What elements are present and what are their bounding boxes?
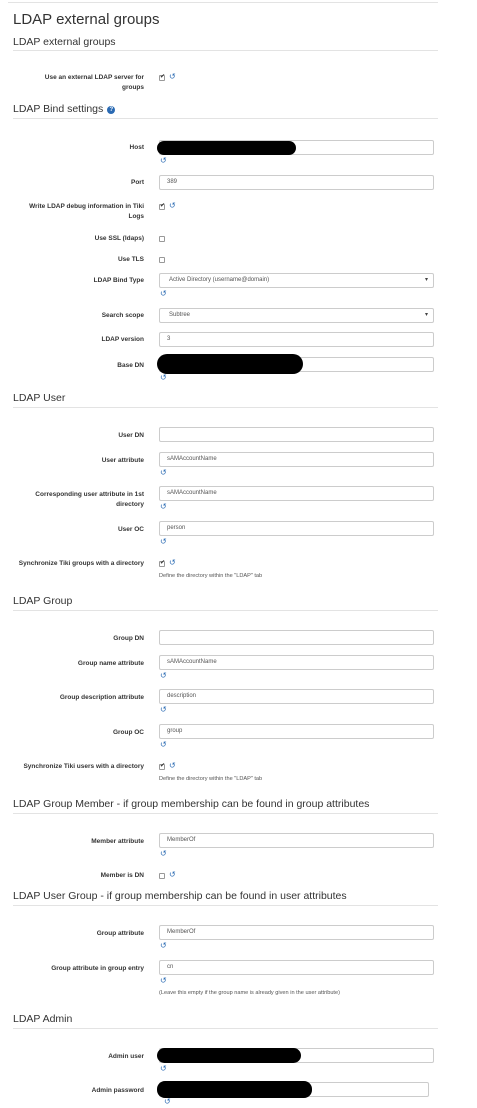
user-attribute-input[interactable]: sAMAccountName <box>159 452 434 467</box>
reset-icon[interactable]: ↺ <box>164 1097 171 1106</box>
group-dn-input[interactable] <box>159 630 434 645</box>
group-dn-label: Group DN <box>113 635 144 642</box>
section-divider <box>13 118 438 119</box>
section-title-external: LDAP external groups <box>13 36 116 48</box>
section-divider <box>13 1028 438 1029</box>
use-external-label: Use an external LDAP server for groups <box>44 74 144 91</box>
search-scope-select[interactable] <box>159 308 434 323</box>
reset-icon[interactable]: ↺ <box>160 468 167 477</box>
section-title-admin: LDAP Admin <box>13 1013 73 1025</box>
section-title-bind-text: LDAP Bind settings <box>13 103 104 115</box>
section-divider <box>13 610 438 611</box>
group-oc-input[interactable]: group <box>159 724 434 739</box>
reset-icon[interactable]: ↺ <box>169 201 176 210</box>
sync-users-label: Synchronize Tiki users with a directory <box>23 763 144 770</box>
reset-icon[interactable]: ↺ <box>169 761 176 770</box>
top-divider <box>8 2 438 3</box>
section-title-member: LDAP Group Member - if group membership can be found in group attributes <box>13 798 370 810</box>
reset-icon[interactable]: ↺ <box>160 156 167 165</box>
group-oc-label: Group OC <box>112 729 144 736</box>
group-name-attribute-input[interactable]: sAMAccountName <box>159 655 434 670</box>
bind-type-value: Active Directory (username@domain) <box>169 277 270 283</box>
port-input[interactable]: 389 <box>159 175 434 190</box>
tls-label: Use TLS <box>117 256 144 263</box>
admin-password-label: Admin password <box>91 1087 144 1094</box>
section-divider <box>13 905 438 906</box>
user-dn-label: User DN <box>118 432 144 439</box>
sync-users-checkbox[interactable] <box>159 764 165 770</box>
page-title: LDAP external groups <box>13 11 160 28</box>
ldap-version-label: LDAP version <box>101 336 144 343</box>
dropdown-caret-icon: ▾ <box>424 277 428 283</box>
section-title-group: LDAP Group <box>13 595 73 607</box>
reset-icon[interactable]: ↺ <box>160 849 167 858</box>
member-attribute-input[interactable]: MemberOf <box>159 833 434 848</box>
section-divider <box>13 50 438 51</box>
reset-icon[interactable]: ↺ <box>160 976 167 985</box>
group-attribute-entry-label: Group attribute in group entry <box>51 965 144 972</box>
reset-icon[interactable]: ↺ <box>160 502 167 511</box>
group-description-input[interactable]: description <box>159 689 434 704</box>
section-title-user-group: LDAP User Group - if group membership can be found in user attributes <box>13 890 347 902</box>
use-external-checkbox[interactable] <box>159 75 165 81</box>
user-oc-label: User OC <box>117 526 144 533</box>
tls-checkbox[interactable] <box>159 257 165 263</box>
redacted-host-value <box>157 141 296 155</box>
section-divider <box>13 813 438 814</box>
user-attribute-label: User attribute <box>101 457 144 464</box>
port-label: Port <box>131 179 144 186</box>
sync-users-hint: Define the directory within the "LDAP" tab <box>159 776 263 782</box>
reset-icon[interactable]: ↺ <box>160 671 167 680</box>
member-is-dn-label: Member is DN <box>100 872 144 879</box>
corresponding-attribute-label: Corresponding user attribute in 1st directory <box>35 491 144 508</box>
help-icon[interactable]: ? <box>107 106 115 114</box>
section-title-bind <box>13 103 115 115</box>
reset-icon[interactable]: ↺ <box>169 72 176 81</box>
ssl-checkbox[interactable] <box>159 236 165 242</box>
group-description-label: Group description attribute <box>59 694 144 701</box>
search-scope-label: Search scope <box>101 312 144 319</box>
sync-groups-label: Synchronize Tiki groups with a directory <box>18 560 144 567</box>
section-divider <box>13 407 438 408</box>
ssl-label: Use SSL (ldaps) <box>94 235 144 242</box>
member-is-dn-checkbox[interactable] <box>159 873 165 879</box>
group-attribute-input[interactable]: MemberOf <box>159 925 434 940</box>
reset-icon[interactable]: ↺ <box>160 289 167 298</box>
redacted-admin-user-value <box>157 1048 301 1063</box>
base-dn-label: Base DN <box>117 362 144 369</box>
host-label: Host <box>129 144 144 151</box>
redacted-admin-password-value <box>157 1081 312 1098</box>
search-scope-value: Subtree <box>169 312 191 318</box>
section-title-user: LDAP User <box>13 392 66 404</box>
reset-icon[interactable]: ↺ <box>160 740 167 749</box>
debug-label: Write LDAP debug information in Tiki Logs <box>29 203 144 220</box>
user-oc-input[interactable]: person <box>159 521 434 536</box>
bind-type-label: LDAP Bind Type <box>93 277 144 284</box>
reset-icon[interactable]: ↺ <box>160 705 167 714</box>
ldap-version-input[interactable]: 3 <box>159 332 434 347</box>
redacted-base-dn-value <box>157 354 303 374</box>
user-dn-input[interactable] <box>159 427 434 442</box>
reset-icon[interactable]: ↺ <box>160 537 167 546</box>
corresponding-attribute-input[interactable]: sAMAccountName <box>159 486 434 501</box>
reset-icon[interactable]: ↺ <box>160 1064 167 1073</box>
reset-icon[interactable]: ↺ <box>169 870 176 879</box>
member-attribute-label: Member attribute <box>91 838 144 845</box>
sync-groups-checkbox[interactable] <box>159 561 165 567</box>
dropdown-caret-icon: ▾ <box>424 312 428 318</box>
group-attribute-entry-input[interactable]: cn <box>159 960 434 975</box>
reset-icon[interactable]: ↺ <box>169 558 176 567</box>
reset-icon[interactable]: ↺ <box>160 941 167 950</box>
reset-icon[interactable]: ↺ <box>160 373 167 382</box>
admin-user-label: Admin user <box>108 1053 144 1060</box>
group-attribute-entry-hint: (Leave this empty if the group name is already given in the user attribute) <box>159 990 340 996</box>
group-name-attribute-label: Group name attribute <box>77 660 144 667</box>
debug-checkbox[interactable] <box>159 204 165 210</box>
group-attribute-label: Group attribute <box>96 930 144 937</box>
sync-groups-hint: Define the directory within the "LDAP" tab <box>159 573 263 579</box>
bind-type-select[interactable] <box>159 273 434 288</box>
